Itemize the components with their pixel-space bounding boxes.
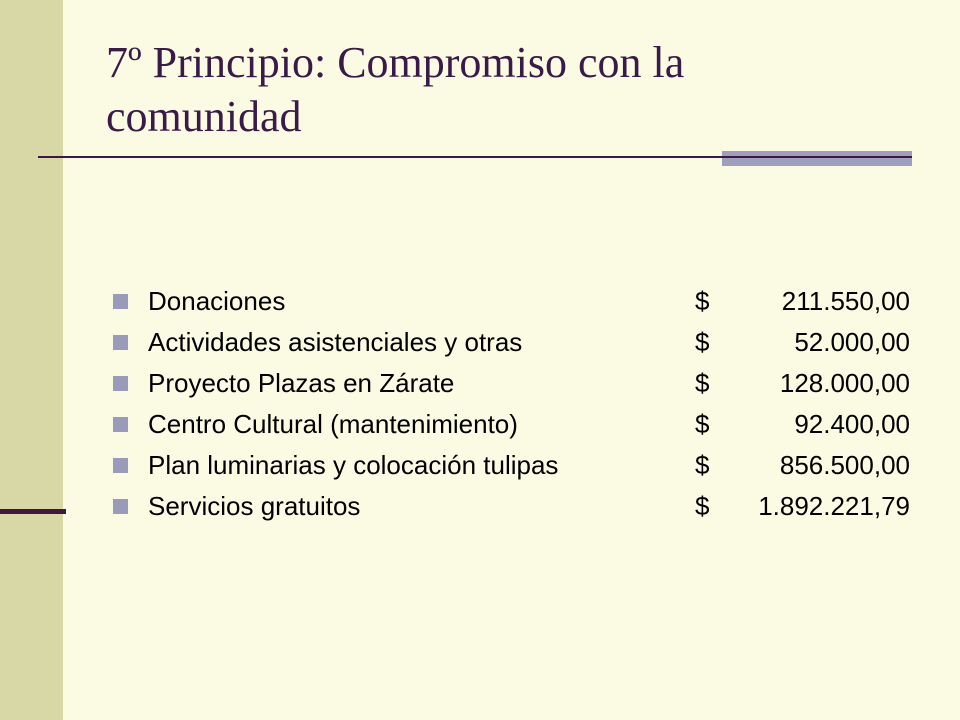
item-label: Plan luminarias y colocación tulipas — [148, 450, 559, 480]
square-bullet-icon — [113, 376, 128, 391]
square-bullet-icon — [113, 294, 128, 309]
list-item — [113, 404, 923, 445]
item-amount: 92.400,00 — [794, 409, 910, 439]
item-amount: 128.000,00 — [779, 368, 910, 398]
donations-list — [113, 281, 923, 527]
currency-symbol: $ — [695, 491, 710, 521]
item-label: Servicios gratuitos — [148, 491, 361, 521]
list-item — [113, 486, 923, 527]
square-bullet-icon — [113, 417, 128, 432]
item-amount: 1.892.221,79 — [758, 491, 910, 521]
currency-symbol: $ — [695, 327, 710, 357]
list-item — [113, 363, 923, 404]
item-label: Centro Cultural (mantenimiento) — [148, 409, 518, 439]
square-bullet-icon — [113, 458, 128, 473]
item-amount: 211.550,00 — [781, 286, 910, 316]
list-item — [113, 445, 923, 486]
title-underline-accent — [722, 151, 912, 166]
currency-symbol: $ — [695, 368, 710, 398]
list-item — [113, 322, 923, 363]
item-label: Actividades asistenciales y otras — [148, 327, 523, 357]
item-label: Donaciones — [148, 286, 286, 316]
item-label: Proyecto Plazas en Zárate — [148, 368, 455, 398]
currency-symbol: $ — [695, 450, 710, 480]
item-amount: 52.000,00 — [794, 327, 910, 357]
square-bullet-icon — [113, 335, 128, 350]
item-amount: 856.500,00 — [779, 450, 910, 480]
square-bullet-icon — [113, 499, 128, 514]
left-decorative-bar — [0, 0, 63, 720]
currency-symbol: $ — [695, 286, 710, 316]
slide-title: 7º Principio: Compromiso con la comunidad — [106, 38, 685, 141]
currency-symbol: $ — [695, 409, 710, 439]
list-item — [113, 281, 923, 322]
left-accent-line — [0, 509, 66, 514]
